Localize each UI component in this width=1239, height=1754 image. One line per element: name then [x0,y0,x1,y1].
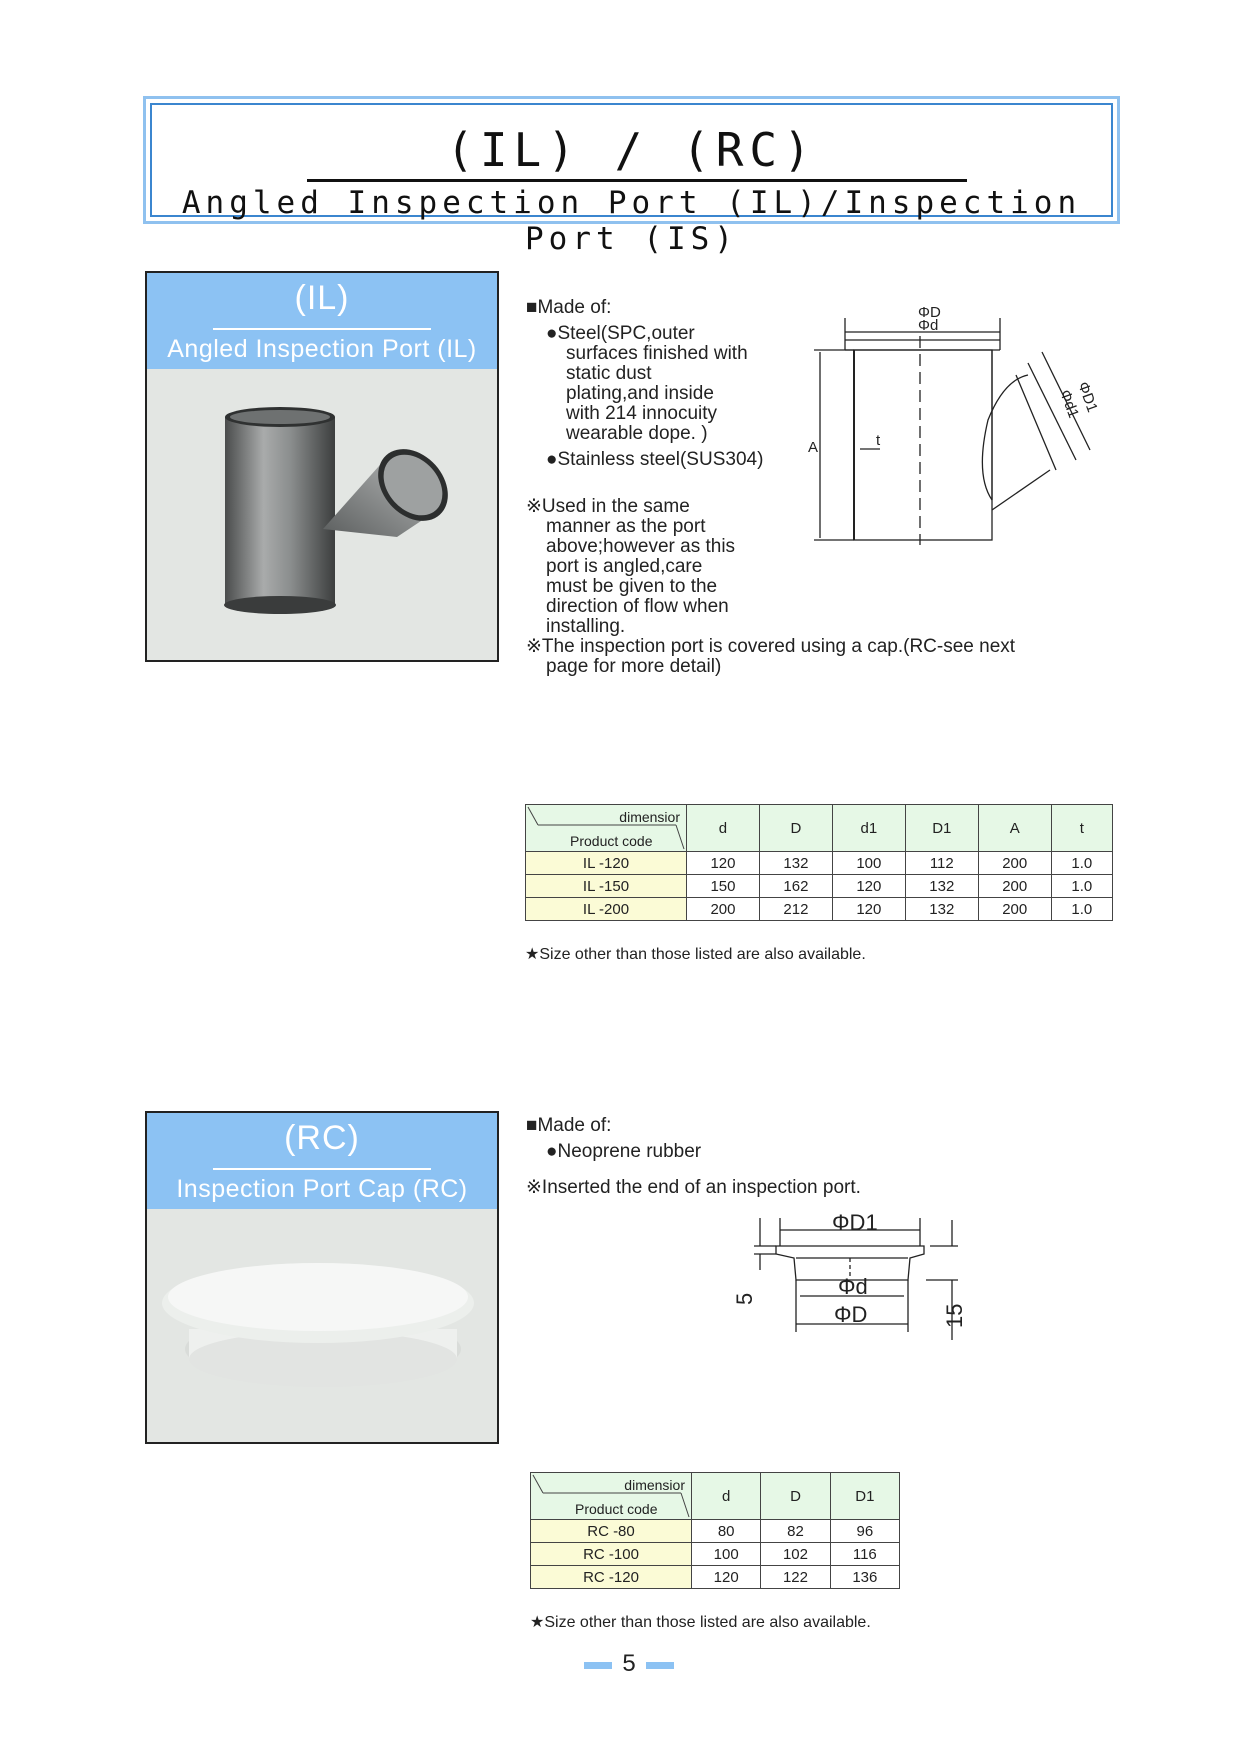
rc-product-name: Inspection Port Cap (RC) [176,1175,468,1203]
page-subtitle: Angled Inspection Port (IL)/Inspection Port (IS) [181,185,1082,257]
il-note-line: port is angled,care [546,556,703,577]
rc-panel-header [147,1113,497,1211]
value-cell: 132 [759,852,832,875]
product-code-cell: RC -100 [531,1543,692,1566]
il-product-panel [145,271,499,662]
il-col-D1: D1 [905,805,978,852]
product-code-cell: IL -150 [526,875,687,898]
il-label-A: A [808,439,819,456]
value-cell: 150 [687,875,760,898]
il-label-d: Φd [918,317,939,334]
value-cell: 132 [905,875,978,898]
value-cell: 112 [905,852,978,875]
table-row [531,1520,900,1543]
rc-col-d: d [692,1473,761,1520]
rc-col-D: D [761,1473,830,1520]
rc-technical-drawing [730,1210,970,1350]
rc-corner-dimension-label: dimensior [624,1477,685,1493]
il-table-header-row [526,805,1113,852]
rc-size-footnote: ★Size other than those listed are also available. [530,1614,871,1631]
rc-corner-product-code-label: Product code [575,1501,658,1517]
value-cell: 200 [687,898,760,921]
rc-made-of-label: ■Made of: [526,1115,612,1136]
rc-table-corner [531,1473,692,1520]
il-material-stainless: ●Stainless steel(SUS304) [546,449,764,470]
rc-made-of [526,1116,861,1198]
value-cell: 96 [830,1520,899,1543]
il-technical-drawing [790,300,1110,560]
value-cell: 120 [832,875,905,898]
rc-product-panel [145,1111,499,1444]
value-cell: 1.0 [1051,898,1112,921]
rc-product-code: (RC) [284,1119,360,1157]
table-row [531,1566,900,1589]
value-cell: 212 [759,898,832,921]
il-note-line: manner as the port [546,516,706,537]
rc-label-h2: 15 [942,1303,967,1328]
il-material-steel-2: surfaces finished with [566,343,748,364]
il-corner-dimension-label: dimensior [619,809,680,825]
il-photo-illustration [147,369,497,660]
rc-label-d: Φd [838,1274,868,1299]
il-note-line: installing. [546,616,626,637]
table-row [526,875,1113,898]
value-cell: 82 [761,1520,830,1543]
rc-label-D1: ΦD1 [832,1210,878,1235]
value-cell: 80 [692,1520,761,1543]
il-product-code: (IL) [294,279,350,317]
il-col-d: d [687,805,760,852]
il-size-footnote: ★Size other than those listed are also available. [525,946,866,963]
page-title: (IL) / (RC) [446,123,817,177]
il-cap-note-line: ※The inspection port is covered using a cap.(RC-see next [526,636,1016,657]
rc-product-photo [147,1209,497,1442]
value-cell: 1.0 [1051,875,1112,898]
value-cell: 136 [830,1566,899,1589]
il-table-corner [526,805,687,852]
value-cell: 200 [978,875,1051,898]
il-label-t: t [876,432,881,449]
il-panel-header [147,273,497,371]
page-number [584,1650,674,1680]
rc-dimension-table [530,1472,900,1589]
value-cell: 120 [687,852,760,875]
il-product-name: Angled Inspection Port (IL) [167,335,477,363]
value-cell: 120 [692,1566,761,1589]
il-col-d1: d1 [832,805,905,852]
il-col-t: t [1051,805,1112,852]
page-header [143,96,1120,257]
rc-material-rubber: ●Neoprene rubber [546,1141,702,1162]
il-corner-product-code-label: Product code [570,833,653,849]
il-label-d1: Φd1 [1056,387,1083,421]
rc-photo-illustration [147,1209,497,1442]
rc-code-underline [213,1168,431,1170]
value-cell: 120 [832,898,905,921]
value-cell: 116 [830,1543,899,1566]
value-cell: 162 [759,875,832,898]
page-number-bar-right [646,1662,674,1669]
il-note-line: must be given to the [546,576,718,597]
value-cell: 1.0 [1051,852,1112,875]
il-material-steel-6: wearable dope. ) [566,423,708,444]
rc-usage-note: ※Inserted the end of an inspection port. [526,1177,861,1198]
il-note-line: ※Used in the same [526,496,690,517]
rc-col-D1: D1 [830,1473,899,1520]
value-cell: 200 [978,898,1051,921]
rc-label-D: ΦD [834,1302,868,1327]
product-code-cell: IL -120 [526,852,687,875]
product-code-cell: RC -80 [531,1520,692,1543]
il-label-D1: ΦD1 [1074,379,1101,415]
il-cap-note-line: page for more detail) [546,656,722,677]
title-underline [307,179,967,182]
value-cell: 132 [905,898,978,921]
page-header-inner [150,103,1113,257]
il-material-steel-3: static dust [566,363,652,384]
il-material-steel-5: with 214 innocuity [566,403,718,424]
table-row [526,852,1113,875]
value-cell: 100 [832,852,905,875]
value-cell: 200 [978,852,1051,875]
il-made-of [526,298,763,470]
il-col-D: D [759,805,832,852]
table-row [526,898,1113,921]
rc-table-header-row [531,1473,900,1520]
il-col-A: A [978,805,1051,852]
table-row [531,1543,900,1566]
page-number-text: 5 [622,1650,636,1677]
rc-label-h1: 5 [732,1292,757,1305]
il-dimension-table [525,804,1113,921]
product-code-cell: IL -200 [526,898,687,921]
il-label-D: ΦD [918,304,941,321]
il-made-of-label: ■Made of: [526,297,612,318]
il-note-line: direction of flow when [546,596,729,617]
il-material-steel-4: plating,and inside [566,383,714,404]
il-material-steel-1: ●Steel(SPC,outer [546,323,695,344]
value-cell: 100 [692,1543,761,1566]
il-note-line: above;however as this [546,536,736,557]
value-cell: 122 [761,1566,830,1589]
il-code-underline [213,328,431,330]
il-product-photo [147,369,497,660]
product-code-cell: RC -120 [531,1566,692,1589]
value-cell: 102 [761,1543,830,1566]
